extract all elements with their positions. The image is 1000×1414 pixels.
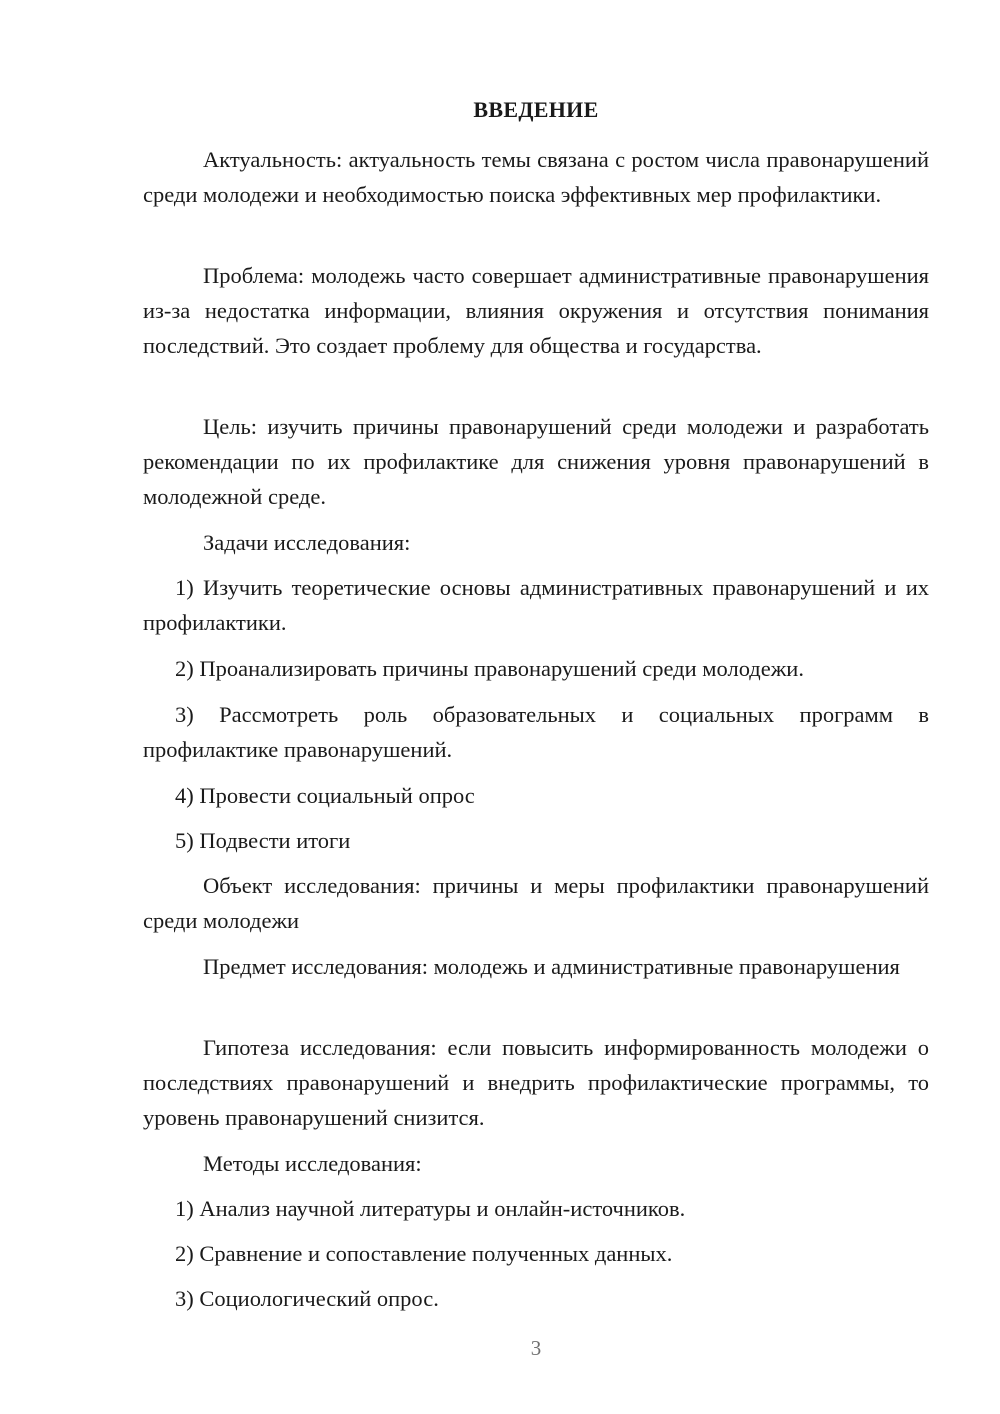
paragraph-object: Объект исследования: причины и меры профилактики правонарушений среди молодежи (143, 873, 929, 933)
list-item-task-1: 1) Изучить теоретические основы административных правонарушений и их профилактики. (143, 575, 929, 635)
list-item-method-3: 3) Социологический опрос. (175, 1286, 439, 1311)
list-item-task-3: 3) Рассмотреть роль образовательных и социальных программ в профилактике правонарушений. (143, 702, 929, 762)
list-item-task-2: 2) Проанализировать причины правонарушений среди молодежи. (175, 656, 804, 681)
list-item-task-4: 4) Провести социальный опрос (175, 783, 475, 808)
paragraph-subject: Предмет исследования: молодежь и административные правонарушения (203, 954, 900, 979)
list-item-method-2: 2) Сравнение и сопоставление полученных данных. (175, 1241, 673, 1266)
paragraph-methods-heading: Методы исследования: (203, 1151, 422, 1176)
paragraph-goal: Цель: изучить причины правонарушений среди молодежи и разработать рекомендации по их профилактике для снижения уровня правонарушений в молодежной среде. (143, 414, 929, 509)
list-item-method-1: 1) Анализ научной литературы и онлайн-источников. (175, 1196, 686, 1221)
paragraph-relevance: Актуальность: актуальность темы связана с ростом числа правонарушений среди молодежи и необходимостью поиска эффективных мер профилактики. (143, 147, 929, 207)
paragraph-tasks-heading: Задачи исследования: (203, 530, 411, 555)
page-number: 3 (530, 1336, 542, 1360)
paragraph-hypothesis: Гипотеза исследования: если повысить информированность молодежи о последствиях правонарушений и внедрить профилактические программы, то уровень правонарушений снизится. (143, 1035, 929, 1130)
paragraph-problem: Проблема: молодежь часто совершает административные правонарушения из-за недостатка информации, влияния окружения и отсутствия понимания последствий. Это создает проблему для общества и государства. (143, 263, 929, 358)
page-title: ВВЕДЕНИЕ (473, 97, 599, 122)
list-item-task-5: 5) Подвести итоги (175, 828, 351, 853)
